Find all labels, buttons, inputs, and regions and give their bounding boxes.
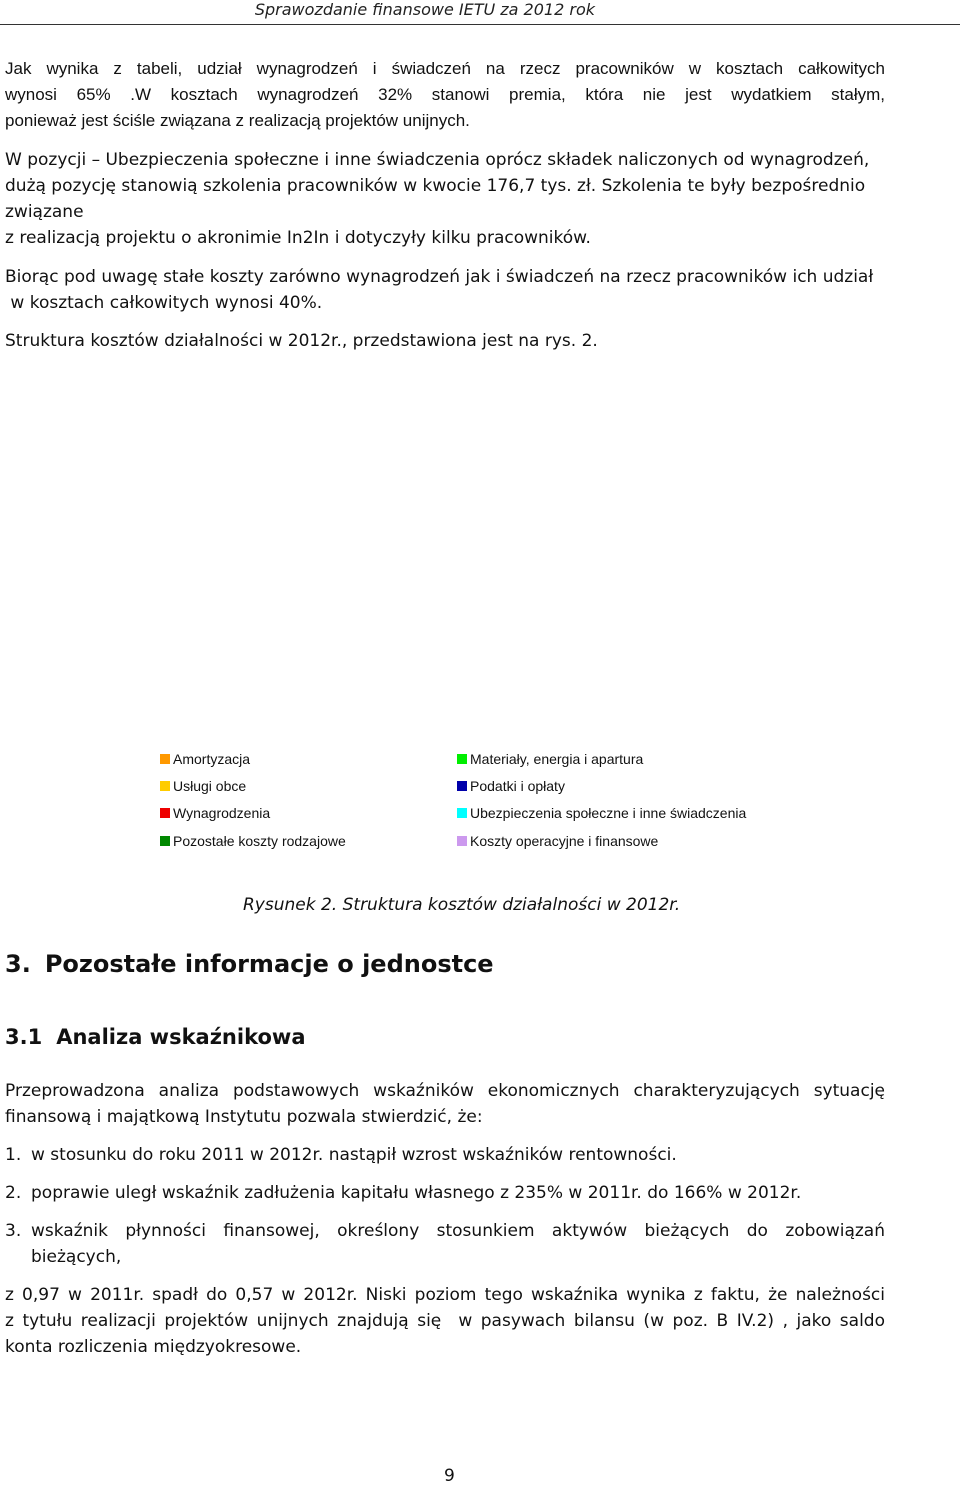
list-item [5,1218,885,1270]
paragraph-4-line-1: Struktura kosztów działalności w 2012r., przedstawiona jest na rys. 2. [5,331,598,351]
analysis-intro-line-2: finansową i majątkową Instytutu pozwala stwierdzić, że: [5,1107,483,1127]
list-item-number: 2. [5,1183,22,1203]
subsection-number: 3.1 [5,1025,43,1049]
paragraph-3-line-1: Biorąc pod uwagę stałe koszty zarówno wynagrodzeń jak i świadczeń na rzecz pracowników ich udział [5,267,874,287]
paragraph-2-line-2: dużą pozycję stanowią szkolenia pracowników w kwocie 176,7 tys. zł. Szkolenia te były bezpośrednio [5,176,866,196]
legend-swatch [160,781,170,791]
legend-swatch [457,808,467,818]
legend-label: Koszty operacyjne i finansowe [470,833,659,849]
analysis-outro-line-3: konta rozliczenia międzyokresowe. [5,1337,302,1357]
list-item-row [5,1218,885,1244]
analysis-intro [5,1078,885,1130]
legend-swatch [160,754,170,764]
figure-caption: Rysunek 2. Struktura kosztów działalności w 2012r. [243,895,681,915]
analysis-intro-line-1: Przeprowadzona analiza podstawowych wskaźników ekonomicznych charakteryzujących sytuację [5,1081,885,1101]
legend-swatch [160,808,170,818]
legend-swatch [457,781,467,791]
legend-label: Usługi obce [173,778,247,794]
legend-label: Ubezpieczenia społeczne i inne świadczenia [470,805,747,821]
page-header [0,0,960,26]
paragraph-2-line-1: W pozycji – Ubezpieczenia społeczne i inne świadczenia oprócz składek naliczonych od wynagrodzeń, [5,150,870,170]
chart-legend [0,740,960,860]
section-number: 3. [5,950,31,978]
paragraph-3-line-2: w kosztach całkowitych wynosi 40%. [5,293,323,313]
legend-label: Materiały, energia i apartura [470,751,644,767]
list-item-text-continued: bieżących, [31,1247,122,1267]
list-item [5,1180,885,1206]
analysis-outro [5,1282,885,1360]
section-title: Pozostałe informacje o jednostce [44,950,494,978]
header-rule [0,24,960,25]
paragraph-3 [5,264,885,316]
analysis-outro-line-1: z 0,97 w 2011r. spadł do 0,57 w 2012r. Niski poziom tego wskaźnika wynika z faktu, że należności [5,1285,885,1305]
legend-swatch [457,754,467,764]
cost-structure-pie-chart [0,400,960,630]
paragraph-1-line-2: wynosi 65% .W kosztach wynagrodzeń 32% stanowi premia, która nie jest wydatkiem stałym, [5,85,885,104]
paragraph-2-line-3: związane [5,202,84,222]
legend-swatch [457,836,467,846]
list-item-number: 3. [5,1221,22,1241]
list-item-number: 1. [5,1145,22,1165]
list-item-text: poprawie uległ wskaźnik zadłużenia kapitału własnego z 235% w 2011r. do 166% w 2012r. [31,1183,802,1203]
list-item [5,1142,885,1168]
paragraph-2-line-4: z realizacją projektu o akronimie In2In i dotyczyły kilku pracowników. [5,228,591,248]
paragraph-2 [5,147,885,251]
section-heading [5,950,494,978]
legend-label: Pozostałe koszty rodzajowe [173,833,346,849]
legend-label: Amortyzacja [173,751,251,767]
analysis-outro-line-2: z tytułu realizacji projektów unijnych znajdują się w pasywach bilansu (w poz. B IV.2) , jako saldo [5,1311,885,1331]
list-item-text: w stosunku do roku 2011 w 2012r. nastąpił wzrost wskaźników rentowności. [31,1145,677,1165]
page-number: 9 [444,1466,455,1486]
subsection-heading [5,1025,306,1049]
paragraph-1-line-3: ponieważ jest ściśle związana z realizacją projektów unijnych. [5,111,470,130]
paragraph-1-line-1: Jak wynika z tabeli, udział wynagrodzeń i świadczeń na rzecz pracowników w kosztach całkowitych [5,59,885,78]
paragraph-1 [5,56,885,134]
legend-label: Wynagrodzenia [173,805,271,821]
legend-label: Podatki i opłaty [470,778,565,794]
subsection-title: Analiza wskaźnikowa [56,1025,306,1049]
header-title: Sprawozdanie finansowe IETU za 2012 rok [254,0,595,19]
paragraph-4 [5,328,885,354]
list-item-text: wskaźnik płynności finansowej, określony stosunkiem aktywów bieżących do zobowiązań [31,1221,885,1241]
legend-swatch [160,836,170,846]
